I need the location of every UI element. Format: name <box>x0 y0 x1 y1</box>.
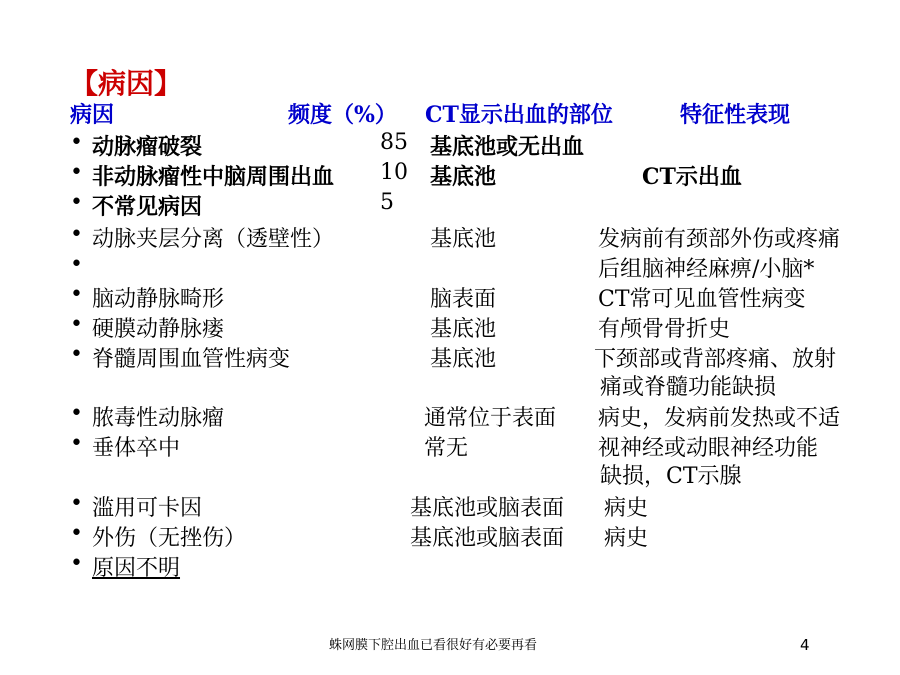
table-row <box>0 401 900 431</box>
table-row <box>0 342 900 372</box>
page-number: 4 <box>800 636 810 654</box>
bullet: • <box>70 521 83 546</box>
site-cell: 基底池 <box>430 164 497 190</box>
table-row <box>0 431 900 461</box>
site-cell: 常无 <box>424 436 469 461</box>
table-row <box>0 521 900 551</box>
cause-cell: 脓毒性动脉瘤 <box>92 406 225 431</box>
bullet: • <box>70 282 83 307</box>
site-cell: 基底池 <box>430 227 497 252</box>
feature-cell: 缺损，CT示腺 <box>600 464 742 489</box>
bullet: • <box>70 160 83 185</box>
bullet: • <box>70 312 83 337</box>
feature-cell: CT常可见血管性病变 <box>598 287 806 312</box>
frequency-cell: 5 <box>380 190 394 215</box>
table-row <box>0 551 900 581</box>
cause-cell: 硬膜动静脉瘘 <box>92 317 225 342</box>
table-row <box>0 282 900 312</box>
cause-cell: 原因不明 <box>92 556 181 581</box>
table-row <box>0 312 900 342</box>
table-row <box>0 459 900 489</box>
cause-cell: 动脉夹层分离（透壁性） <box>92 227 335 252</box>
slide-title: 【病因】 <box>70 67 183 100</box>
bullet: • <box>70 222 83 247</box>
cause-cell: 动脉瘤破裂 <box>92 134 203 160</box>
frequency-cell: 85 <box>380 130 408 155</box>
bullet: • <box>70 342 83 367</box>
site-cell: 基底池或脑表面 <box>410 526 565 551</box>
feature-cell: 下颈部或背部疼痛、放射 <box>594 347 837 372</box>
feature-cell: 病史 <box>604 496 649 521</box>
feature-cell: 病史，发病前发热或不适 <box>598 406 841 431</box>
bullet: • <box>70 190 83 215</box>
feature-cell: 发病前有颈部外伤或疼痛 <box>598 227 841 252</box>
cause-cell: 非动脉瘤性中脑周围出血 <box>92 164 335 190</box>
bullet: • <box>70 252 83 277</box>
cause-cell: 滥用可卡因 <box>92 496 203 521</box>
table-row <box>0 130 900 160</box>
feature-cell: CT示出血 <box>642 164 742 190</box>
feature-cell: 后组脑神经麻痹/小脑* <box>598 257 815 282</box>
frequency-cell: 10 <box>380 160 408 185</box>
header-frequency: 频度（%） <box>288 102 397 128</box>
site-cell: 基底池 <box>430 347 497 372</box>
slide-footer: 蛛网膜下腔出血已看很好有必要再看 <box>329 638 538 653</box>
cause-cell: 垂体卒中 <box>92 436 181 461</box>
feature-cell: 病史 <box>604 526 649 551</box>
cause-cell: 脊髓周围血管性病变 <box>92 347 291 372</box>
site-cell: 基底池 <box>430 317 497 342</box>
feature-cell: 有颅骨骨折史 <box>598 317 731 342</box>
site-cell: 通常位于表面 <box>424 406 557 431</box>
table-row <box>0 491 900 521</box>
site-cell: 基底池或无出血 <box>430 134 585 160</box>
header-cause: 病因 <box>70 102 115 128</box>
bullet: • <box>70 551 83 576</box>
bullet: • <box>70 431 83 456</box>
bullet: • <box>70 401 83 426</box>
header-ct-site: CT显示出血的部位 <box>425 102 613 128</box>
table-row <box>0 252 900 282</box>
feature-cell: 痛或脊髓功能缺损 <box>600 375 777 400</box>
cause-cell: 外伤（无挫伤） <box>92 526 247 551</box>
table-row <box>0 160 900 190</box>
site-cell: 脑表面 <box>430 287 497 312</box>
site-cell: 基底池或脑表面 <box>410 496 565 521</box>
header-feature: 特征性表现 <box>680 102 791 128</box>
bullet: • <box>70 491 83 516</box>
table-row <box>0 370 900 400</box>
feature-cell: 视神经或动眼神经功能 <box>598 436 819 461</box>
cause-cell: 不常见病因 <box>92 194 203 220</box>
cause-cell: 脑动静脉畸形 <box>92 287 225 312</box>
bullet: • <box>70 130 83 155</box>
table-row <box>0 190 900 220</box>
table-row <box>0 222 900 252</box>
